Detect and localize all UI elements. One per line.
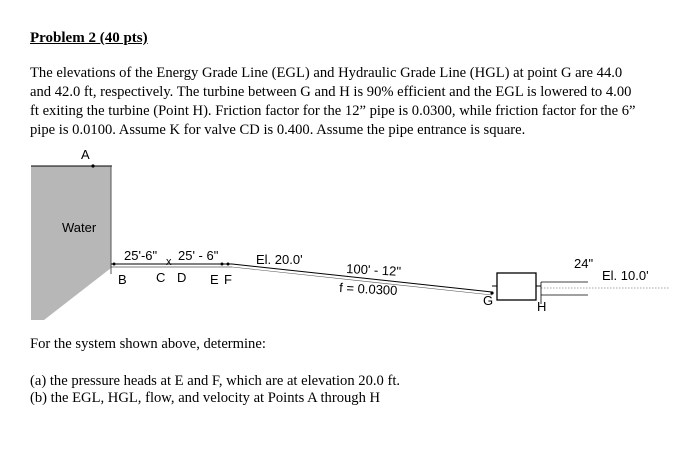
reservoir-water bbox=[31, 166, 111, 320]
label-pipe-df: 25' - 6" bbox=[178, 248, 219, 263]
label-f: F bbox=[224, 272, 232, 287]
label-b: B bbox=[118, 272, 127, 287]
turbine-box bbox=[497, 273, 536, 300]
point-a-marker bbox=[91, 164, 94, 167]
statement-line: pipe is 0.0100. Assume K for valve CD is 0.400. Assume the pipe entrance is square. bbox=[30, 122, 526, 138]
statement-line: The elevations of the Energy Grade Line (EGL) and Hydraulic Grade Line (HGL) at point G are 44.0 bbox=[30, 65, 623, 81]
label-friction: f = 0.0300 bbox=[338, 280, 398, 299]
label-h: H bbox=[537, 299, 547, 314]
label-d: D bbox=[177, 270, 187, 285]
label-water: Water bbox=[62, 220, 97, 235]
label-long-pipe: 100' - 12" bbox=[345, 261, 402, 279]
statement-line: ft exiting the turbine (Point H). Friction factor for the 12” pipe is 0.0300, while friction factor for the 6” bbox=[30, 103, 636, 119]
label-c: C bbox=[156, 270, 166, 285]
label-el-ef: El. 20.0' bbox=[256, 252, 303, 267]
label-pipe-bc: 25'-6" bbox=[124, 248, 158, 263]
point-e-marker bbox=[221, 263, 224, 266]
problem-statement bbox=[30, 64, 680, 140]
statement-line: and 42.0 ft, respectively. The turbine between G and H is 90% efficient and the EGL is lowered to 4.00 bbox=[30, 84, 632, 100]
label-a: A bbox=[81, 147, 90, 162]
label-g: G bbox=[483, 293, 494, 308]
point-f-marker bbox=[227, 263, 230, 266]
label-e: E bbox=[210, 272, 219, 287]
valve-cd-symbol: x bbox=[166, 256, 172, 268]
problem-title: Problem 2 (40 pts) bbox=[30, 30, 148, 46]
question-b: (b) the EGL, HGL, flow, and velocity at Points A through H bbox=[30, 390, 381, 406]
pipe-system-diagram bbox=[0, 140, 700, 330]
questions-intro: For the system shown above, determine: bbox=[30, 336, 266, 352]
question-a: (a) the pressure heads at E and F, which are at elevation 20.0 ft. bbox=[30, 373, 401, 389]
label-outlet-pipe: 24" bbox=[574, 256, 594, 271]
label-el-h: El. 10.0' bbox=[602, 268, 649, 283]
point-b-marker bbox=[113, 263, 116, 266]
